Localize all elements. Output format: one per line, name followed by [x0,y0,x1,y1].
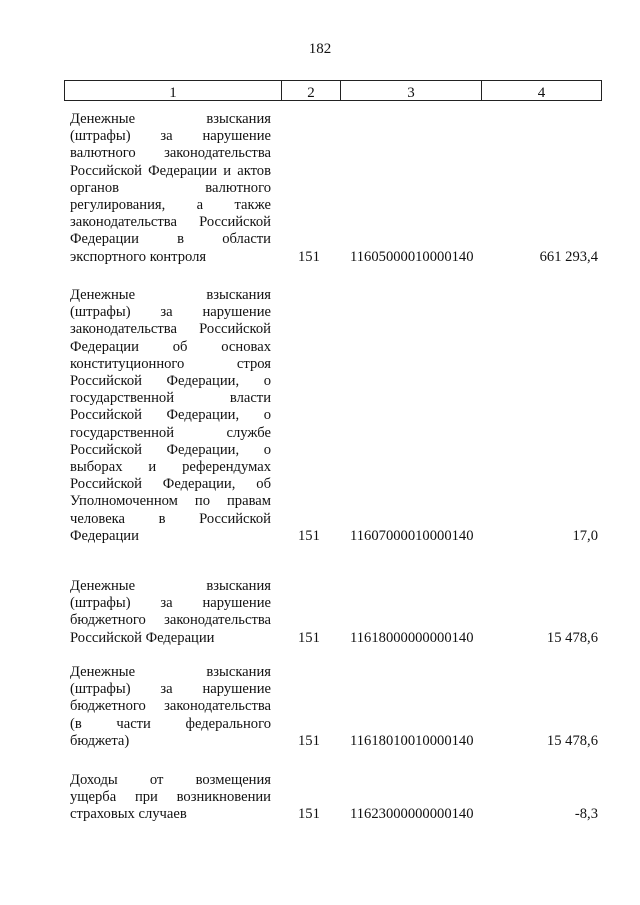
description-line: Российской Федерации и актов [70,162,271,179]
amount-value: 15 478,6 [546,629,598,646]
admin-code: 151 [298,732,320,749]
description-line: регулирования, а также [70,197,271,214]
admin-code: 151 [298,248,320,265]
description-line: Российской Федерации, о [70,407,271,424]
description-line: Российской Федерации, о [70,441,271,458]
amount-value: -8,3 [574,806,598,823]
amount-value: 661 293,4 [539,248,598,265]
table-header [64,80,602,101]
description-line: Денежные взыскания [70,287,271,303]
revenue-code: 11623000000000140 [350,806,474,823]
description-line: (штрафы) за нарушение [70,681,271,698]
description-line: бюджетного законодательства [70,698,271,715]
description-line: Доходы от возмещения [70,772,271,788]
description-line: Российской Федерации [70,629,215,646]
row-description [70,772,271,824]
row-description [70,578,271,647]
description-line: Федерации об основах [70,338,271,355]
amount-value: 15 478,6 [546,732,598,749]
description-line: законодательства Российской [70,214,271,231]
description-line: человека в Российской [70,510,271,527]
amount-value: 17,0 [572,527,598,544]
description-line: выборах и референдумах [70,459,271,476]
admin-code: 151 [298,629,320,646]
page-number: 182 [308,41,332,57]
row-description [70,287,271,545]
description-line: Уполномоченном по правам [70,493,271,510]
description-line: Денежные взыскания [70,664,271,680]
column-header-3: 3 [341,81,482,100]
column-header-2: 2 [282,81,341,100]
description-line: Федерации в области [70,231,271,248]
description-line: Российской Федерации, об [70,476,271,493]
revenue-code: 11618010010000140 [350,732,474,749]
description-line: законодательства Российской [70,321,271,338]
description-line: государственной службе [70,424,271,441]
description-line: (штрафы) за нарушение [70,595,271,612]
description-line: ущерба при возникновении [70,789,271,806]
description-line: Федерации [70,527,139,544]
row-description [70,111,271,266]
description-line: органов валютного [70,179,271,196]
description-line: экспортного контроля [70,248,207,265]
description-line: Денежные взыскания [70,578,271,594]
description-line: Российской Федерации, о [70,373,271,390]
column-header-4: 4 [537,85,546,101]
description-line: Денежные взыскания [70,111,271,127]
revenue-code: 11605000010000140 [350,248,474,265]
description-line: (в части федерального [70,715,271,732]
column-header-1: 1 [65,81,282,100]
description-line: государственной власти [70,390,271,407]
description-line: страховых случаев [70,806,187,823]
admin-code: 151 [298,527,320,544]
description-line: (штрафы) за нарушение [70,128,271,145]
description-line: бюджета) [70,732,130,749]
revenue-code: 11607000010000140 [350,527,474,544]
description-line: валютного законодательства [70,145,271,162]
admin-code: 151 [298,806,320,823]
description-line: (штрафы) за нарушение [70,304,271,321]
row-description [70,664,271,750]
revenue-code: 11618000000000140 [350,629,474,646]
description-line: конституционного строя [70,355,271,372]
description-line: бюджетного законодательства [70,612,271,629]
